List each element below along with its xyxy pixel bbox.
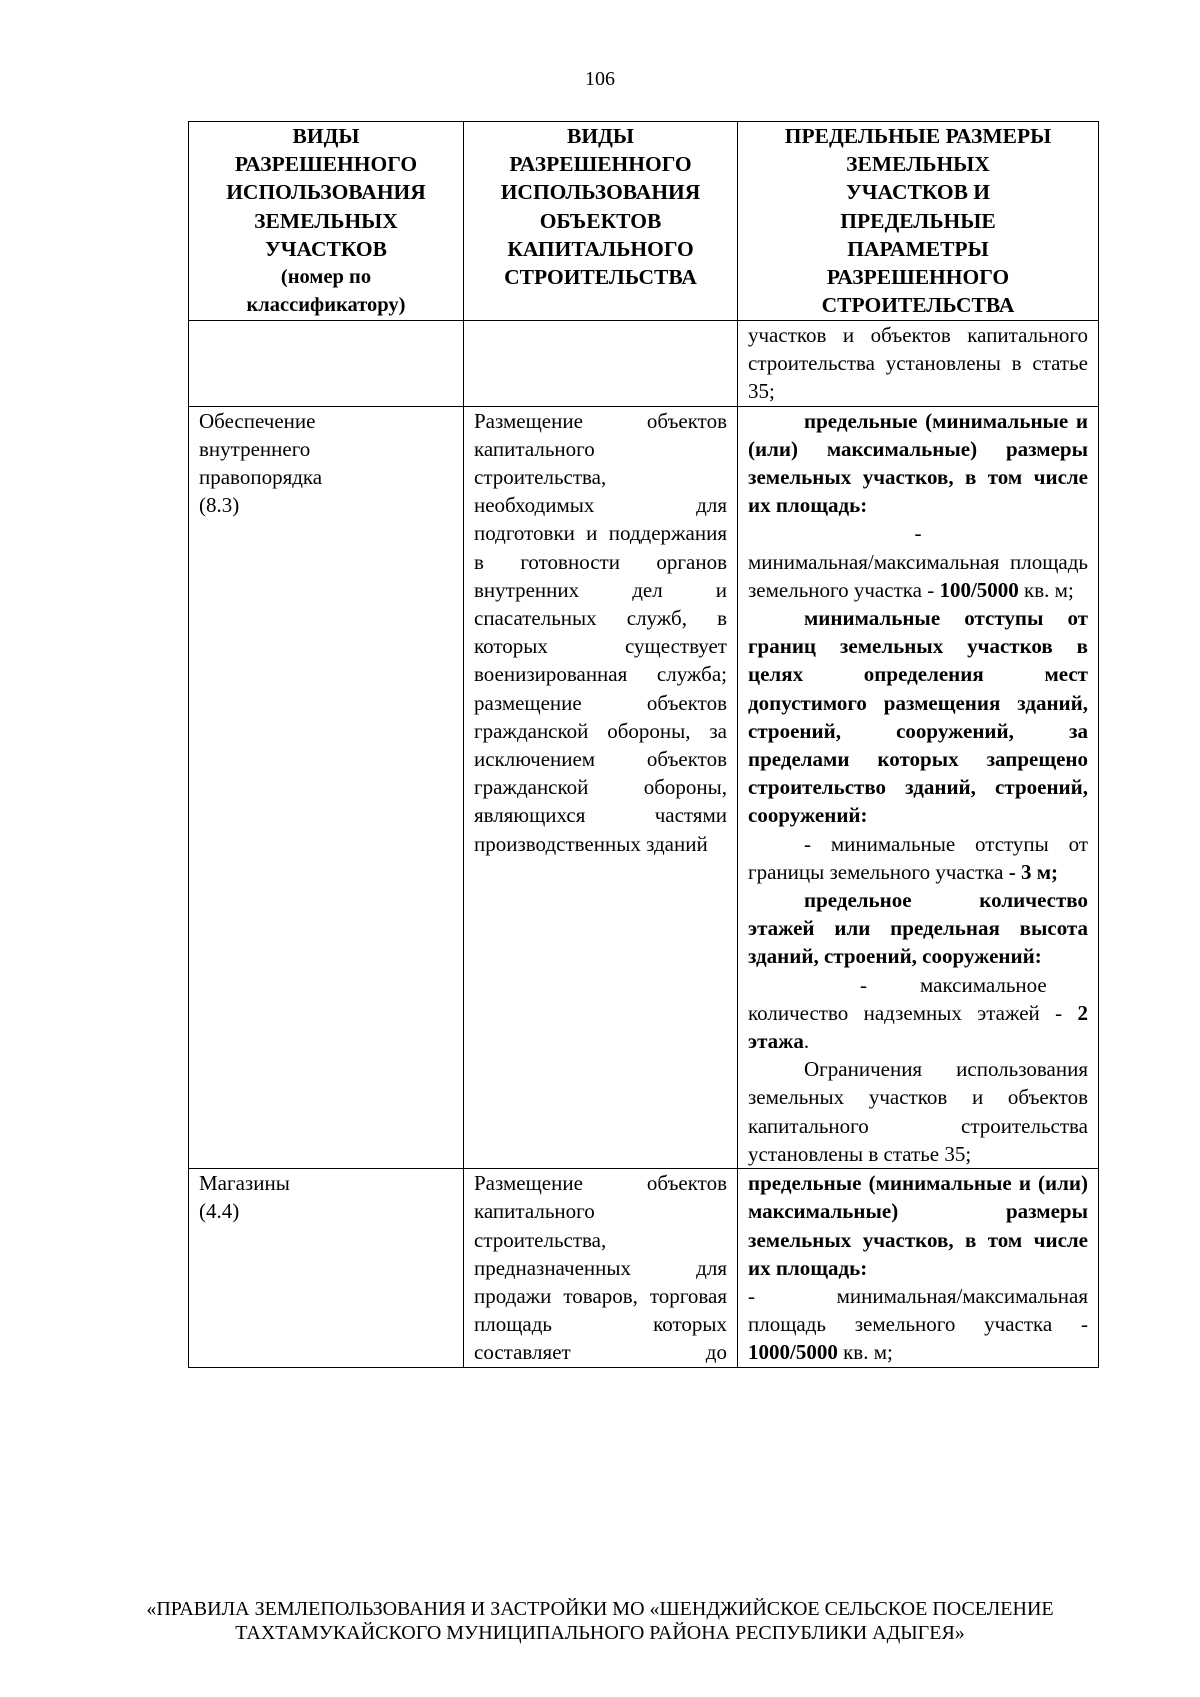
header-text: УЧАСТКОВ [265,236,387,261]
header-text: СТРОИТЕЛЬСТВА [504,265,697,290]
header-text: РАЗРЕШЕННОГО [826,265,1010,290]
page-number: 106 [585,68,615,90]
header-text: КАПИТАЛЬНОГО [507,236,694,261]
cell-description [464,406,738,1168]
header-text: ИСПОЛЬЗОВАНИЯ [500,180,701,205]
cell-description [464,321,738,407]
size-heading: предельные (минимальные и (или) максимальные) размеры земельных участков, в том числе их площадь: [748,408,1088,518]
header-text: ЗЕМЕЛЬНЫХ [254,208,398,233]
header-subtext: классификатору) [246,294,406,317]
floors-text: максимальное количество надземных этажей - [748,972,1063,1025]
area-limit [748,1282,1088,1367]
floors-value: 2 этажа [748,1000,1088,1054]
use-type-code: (4.4) [199,1199,240,1224]
area-unit: кв. м; [843,1340,893,1365]
setback-text: - минимальные отступы от границы земельного участка [748,831,1088,884]
setback-heading: минимальные отступы от границ земельных участков в целях определения мест допустимого размещения зданий, строений, сооружений, за пределами которых запрещено строительство зданий, строений, сооружений: [748,606,1088,828]
floors-heading: предельное количество этажей или предельная высота зданий, строений, сооружений: [748,888,1088,969]
table-row [189,1169,1099,1367]
table-header-row [189,122,1099,321]
header-text: ПРЕДЕЛЬНЫЕ [840,208,996,233]
header-text: РАЗРЕШЕННОГО [234,152,418,177]
header-text: ПРЕДЕЛЬНЫЕ РАЗМЕРЫ [784,124,1052,148]
table-row [189,321,1099,407]
header-subtext: (номер по [280,266,372,289]
area-unit: кв. м; [1024,577,1074,602]
setback-value: - 3 м; [1008,859,1059,884]
cell-description [464,1169,738,1367]
use-type-name: Обеспечение внутреннего правопорядка [199,408,323,490]
land-use-table [188,121,1099,1368]
header-text: СТРОИТЕЛЬСТВА [821,293,1015,318]
cell-use-type [189,1169,464,1367]
floors-end: . [803,1029,810,1054]
header-text: ОБЪЕКТОВ [539,208,662,233]
header-text: ЗЕМЕЛЬНЫХ [846,152,990,177]
floors-limit [748,971,1088,1056]
description-text: Размещение объектов капитального строительства, предназначенных для продажи товаров, торговая площадь которых составляет до [474,1171,727,1365]
area-text: минимальная/максимальная площадь земельного участка - [748,549,1088,602]
header-text: УЧАСТКОВ И [845,180,991,205]
table-row [189,406,1099,1168]
document-footer [0,1597,1200,1645]
header-limits [738,122,1099,321]
header-text: ВИДЫ [292,124,360,148]
area-text: - минимальная/максимальная площадь земельного участка - [748,1283,1088,1337]
header-capital-objects [464,122,738,321]
params-continuation: участков и объектов капитального строительства установлены в статье 35; [748,323,1088,404]
cell-use-type [189,406,464,1168]
area-value: 1000/5000 [748,1340,838,1365]
size-heading: предельные (минимальные и (или) максимальные) размеры земельных участков, в том числе их площадь: [748,1171,1088,1280]
header-text: ПАРАМЕТРЫ [847,236,989,261]
setback-limit [748,830,1088,886]
cell-params [738,406,1099,1168]
cell-params [738,321,1099,407]
footer-line: «ПРАВИЛА ЗЕМЛЕПОЛЬЗОВАНИЯ И ЗАСТРОЙКИ МО «ШЕНДЖИЙСКОЕ СЕЛЬСКОЕ ПОСЕЛЕНИЕ [146,1598,1054,1620]
cell-use-type [189,321,464,407]
use-type-code: (8.3) [199,493,240,518]
use-type-name: Магазины [199,1171,290,1196]
floors-dash: - [860,972,867,997]
restrictions-text: Ограничения использования земельных участков и объектов капитального строительства установлены в статье 35; [748,1057,1088,1166]
footer-line: ТАХТАМУКАЙСКОГО МУНИЦИПАЛЬНОГО РАЙОНА РЕСПУБЛИКИ АДЫГЕЯ» [235,1622,965,1644]
area-value: 100/5000 [939,577,1019,602]
header-text: ИСПОЛЬЗОВАНИЯ [226,180,426,205]
cell-params [738,1169,1099,1367]
header-text: ВИДЫ [567,124,634,148]
header-use-type [189,122,464,321]
area-limit [748,548,1088,604]
header-text: РАЗРЕШЕННОГО [509,152,692,177]
area-dash: - [914,521,922,546]
description-text: Размещение объектов капитального строительства, необходимых для подготовки и поддержания в готовности органов внутренних дел и спасательных служб, в которых существует военизированная служба; размещение объектов гражданской обороны, за исключением объектов гражданской обороны, являющихся частями производственных зданий [474,408,727,856]
